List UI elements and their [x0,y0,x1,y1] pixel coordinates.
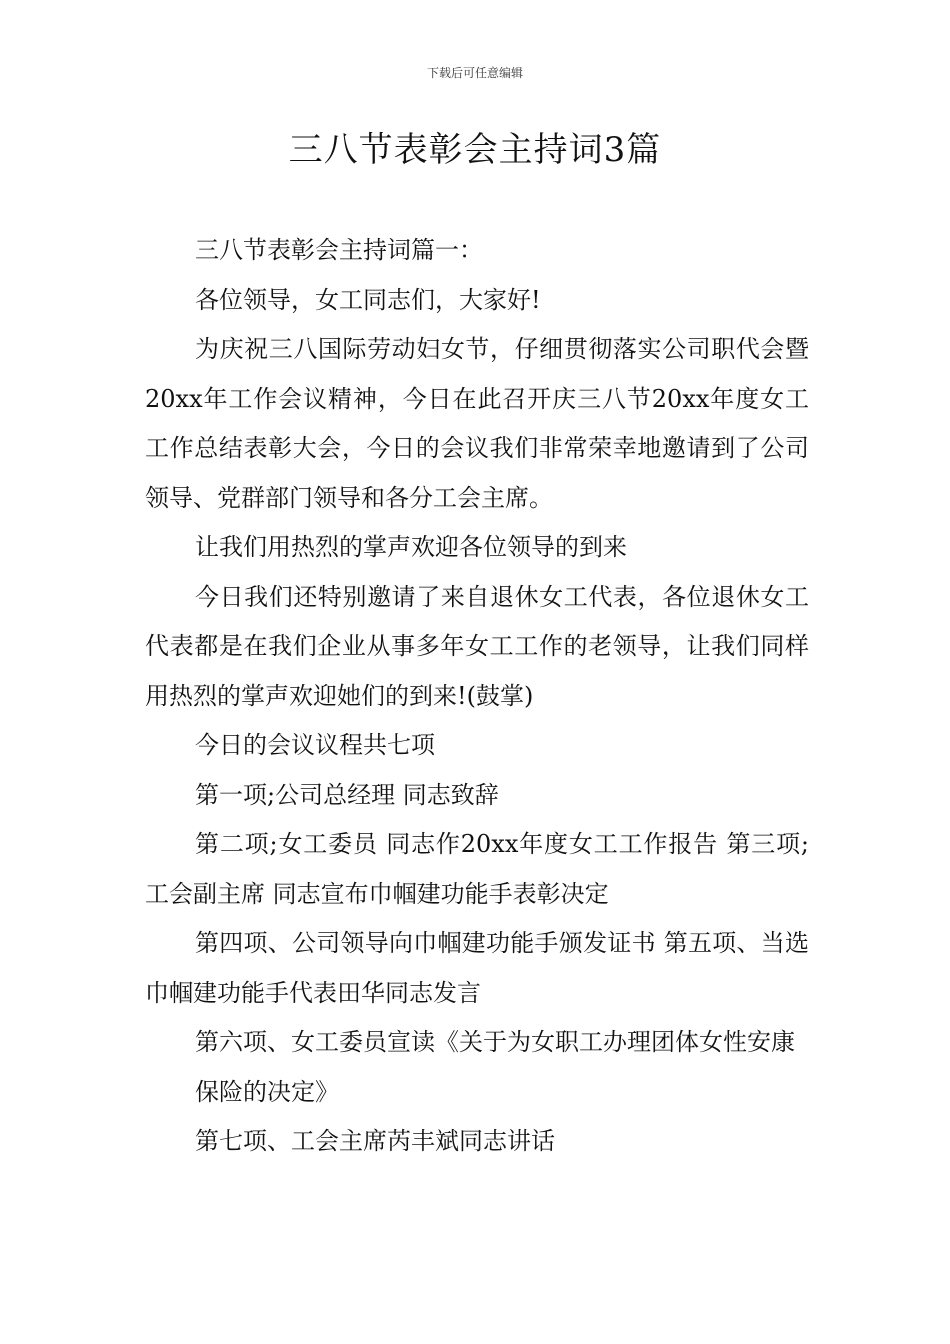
paragraph-section-heading: 三八节表彰会主持词篇一： [195,236,483,264]
paragraph-greeting: 各位领导，女工同志们，大家好! [195,285,541,314]
paragraph-retired-representatives: 今日我们还特别邀请了来自退休女工代表，各位退休女工代表都是在我们企业从事多年女工工作的老领导，让我们同样用热烈的掌声欢迎她们的到来!(鼓掌) [145,582,809,710]
header-note: 下载后可任意编辑 [426,66,523,80]
paragraph-agenda-item-1: 第一项;公司总经理 同志致辞 [195,780,499,809]
document-title: 三八节表彰会主持词3篇 [288,130,662,170]
document-body [145,226,809,1167]
paragraph-agenda-item-2-3: 第二项;女工委员 同志作20xx年度女工工作报告 第三项;工会副主席 同志宣布巾帼建功能手表彰决定 [145,830,809,908]
paragraph-agenda-item-4-5: 第四项、公司领导向巾帼建功能手颁发证书 第五项、当选巾帼建功能手代表田华同志发言 [145,929,809,1007]
paragraph-agenda-item-7: 第七项、工会主席芮丰斌同志讲话 [195,1127,555,1155]
paragraph-welcome-leaders: 让我们用热烈的掌声欢迎各位领导的到来 [195,533,627,561]
paragraph-opening: 为庆祝三八国际劳动妇女节，仔细贯彻落实公司职代会暨20xx年工作会议精神，今日在此召开庆三八节20xx年度女工工作总结表彰大会，今日的会议我们非常荣幸地邀请到了公司领导、党群部门领导和各分工会主席。 [145,335,809,512]
paragraph-agenda-item-6-cont: 保险的决定》 [195,1077,339,1106]
paragraph-agenda-item-6: 第六项、女工委员宣读《关于为女职工办理团体女性安康 [195,1028,795,1056]
paragraph-agenda-intro: 今日的会议议程共七项 [195,731,435,759]
